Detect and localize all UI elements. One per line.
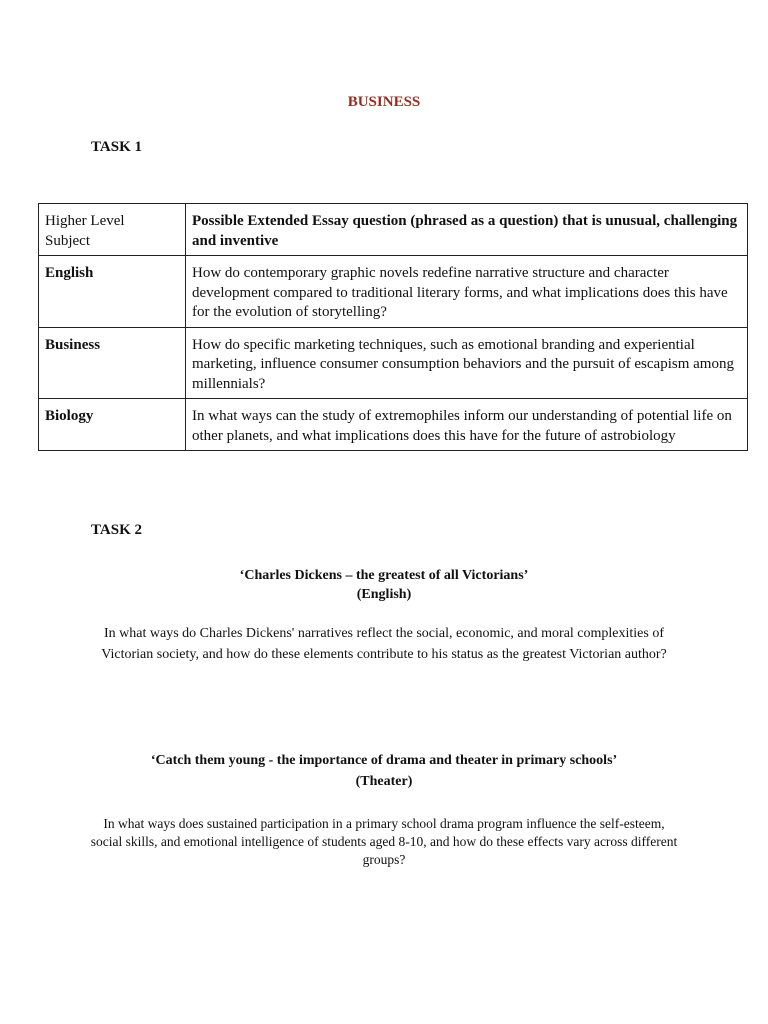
subject-cell: Biology	[39, 399, 186, 451]
table-row	[39, 256, 748, 328]
topic-question-theater	[0, 815, 768, 869]
question-cell: How do specific marketing techniques, such as emotional branding and experiential marketing, influence consumer consumption behaviors and the pursuit of escapism among millennials?	[186, 327, 748, 399]
topic-question-dickens	[0, 624, 768, 665]
subject-cell: Business	[39, 327, 186, 399]
table-row	[39, 399, 748, 451]
topic-heading-dickens	[0, 566, 768, 604]
question-cell: In what ways can the study of extremophiles inform our understanding of potential life on other planets, and what implications does this have for the future of astrobiology	[186, 399, 748, 451]
topic-subject: (Theater)	[355, 774, 413, 789]
header-subject-cell: Higher Level Subject	[39, 204, 186, 256]
page-title: BUSINESS	[347, 94, 421, 110]
topic-title: ‘Catch them young - the importance of drama and theater in primary schools’	[150, 753, 618, 768]
topic-question-text: In what ways do Charles Dickens' narratives reflect the social, economic, and moral complexities of Victorian society, and how do these elements contribute to his status as the greatest Victorian author?	[101, 626, 667, 662]
header-question-cell: Possible Extended Essay question (phrased as a question) that is unusual, challenging and inventive	[186, 204, 748, 256]
task-1-heading: TASK 1	[91, 139, 142, 155]
topic-title: ‘Charles Dickens – the greatest of all Victorians’	[239, 568, 529, 583]
topic-heading-theater	[0, 751, 768, 791]
table-header-row	[39, 204, 748, 256]
topic-subject: (English)	[356, 587, 412, 602]
essay-question-table	[38, 203, 748, 451]
table-row	[39, 327, 748, 399]
question-cell: How do contemporary graphic novels redefine narrative structure and character development compared to traditional literary forms, and what implications does this have for the evolution of storytelling?	[186, 256, 748, 328]
subject-cell: English	[39, 256, 186, 328]
topic-question-text: In what ways does sustained participation in a primary school drama program influence the self-esteem, social skills, and emotional intelligence of students aged 8-10, and how do these effects vary across different groups?	[90, 816, 678, 867]
task-2-heading: TASK 2	[91, 522, 142, 538]
